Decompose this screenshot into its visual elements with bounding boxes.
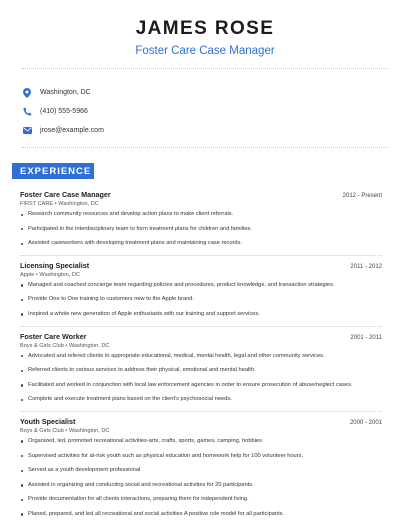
candidate-name: JAMES ROSE bbox=[135, 18, 275, 39]
bullet-item: Research community resources and develop action plans to make client referrals. bbox=[20, 211, 382, 218]
job-title: Licensing Specialist bbox=[20, 260, 90, 270]
job-dates: 2011 - 2012 bbox=[350, 263, 382, 270]
job-title-heading: Foster Care Case Manager bbox=[135, 45, 275, 57]
job-divider bbox=[20, 255, 382, 256]
experience-list bbox=[20, 190, 382, 526]
bullet-item: Assisted caseworkers with developing treatment plans and maintaining case records. bbox=[20, 240, 382, 247]
experience-section-heading: EXPERIENCE bbox=[12, 163, 94, 179]
job-title: Youth Specialist bbox=[20, 416, 76, 426]
location-pin-icon bbox=[22, 88, 32, 98]
job-entry bbox=[20, 261, 382, 318]
resume-header bbox=[0, 18, 410, 57]
bullet-item: Inspired a whole new generation of Apple enthusiasts with our training and support services. bbox=[20, 311, 382, 318]
separator-dot: • bbox=[65, 427, 68, 434]
contact-location bbox=[22, 83, 388, 102]
employer-location: Washington, DC bbox=[68, 427, 110, 434]
bullet-item: Participated in the interdisciplinary team to form treatment plans for children and families. bbox=[20, 226, 382, 233]
job-bullets bbox=[20, 211, 382, 247]
contact-info bbox=[22, 83, 388, 140]
employer-location: Washington, DC bbox=[68, 342, 110, 349]
job-bullets bbox=[20, 438, 382, 518]
job-employer bbox=[20, 343, 382, 349]
job-divider bbox=[20, 326, 382, 327]
separator-dot: • bbox=[65, 342, 68, 349]
job-dates: 2012 - Present bbox=[342, 193, 382, 199]
contact-divider bbox=[22, 147, 388, 148]
bullet-item: Organized, led, promoted recreational activities-arts, crafts, sports, games, camping, hobbies bbox=[20, 438, 382, 445]
bullet-item: Served as a youth development professional bbox=[20, 467, 382, 474]
phone-icon bbox=[22, 107, 32, 117]
email-icon bbox=[22, 126, 32, 136]
bullet-item: Assisted in organizing and conducting social and recreational activities for 20 participants. bbox=[20, 482, 382, 489]
job-entry bbox=[20, 332, 382, 404]
job-dates: 2001 - 2011 bbox=[350, 334, 382, 341]
bullet-item: Planed, prepared, and led all recreational and social activities A positive role model for all participants. bbox=[20, 511, 382, 518]
bullet-item: Supervised activities for at-risk youth such as physical education and homework help for 100 volunteer hours. bbox=[20, 453, 382, 460]
contact-email bbox=[22, 121, 388, 140]
employer-name: Boys & Girls Club bbox=[20, 342, 64, 349]
job-title: Foster Care Worker bbox=[20, 331, 87, 341]
job-entry bbox=[20, 190, 382, 247]
bullet-item: Provide One to One training to customers new to the Apple brand. bbox=[20, 296, 382, 303]
job-employer bbox=[20, 428, 382, 434]
job-entry bbox=[20, 417, 382, 518]
job-dates: 2000 - 2001 bbox=[349, 419, 382, 426]
job-divider bbox=[20, 411, 382, 412]
separator-dot: • bbox=[35, 271, 38, 278]
bullet-item: Managed and coached concierge team regarding policies and procedures, product knowledge, and transaction strategies. bbox=[20, 282, 382, 289]
job-bullets bbox=[20, 282, 382, 318]
header-divider bbox=[22, 68, 388, 69]
separator-dot: • bbox=[54, 201, 57, 207]
bullet-item: Complete and execute treatment plans based on the client's psychosocial needs. bbox=[20, 396, 382, 403]
location-text: Washington, DC bbox=[40, 89, 91, 96]
job-title: Foster Care Case Manager bbox=[20, 190, 111, 199]
employer-name: Boys & Girls Club bbox=[20, 427, 64, 434]
phone-text: (410) 555-5966 bbox=[40, 108, 88, 115]
employer-location: Washington, DC bbox=[58, 201, 99, 207]
bullet-item: Provide documentation for all clients interactions, preparing them for independent living. bbox=[20, 496, 382, 503]
job-bullets bbox=[20, 353, 382, 404]
bullet-item: Advocated and refered clients to appropriate educational, medical, mental health, legal and other community services. bbox=[20, 353, 382, 360]
email-text: jrose@example.com bbox=[40, 127, 104, 134]
job-employer bbox=[20, 201, 382, 207]
employer-name: FIRST CARE bbox=[20, 201, 54, 207]
contact-phone bbox=[22, 102, 388, 121]
job-employer bbox=[20, 272, 382, 278]
employer-location: Washington, DC bbox=[39, 271, 80, 278]
bullet-item: Referred clients to various services to address their physical, emotional and mental health. bbox=[20, 367, 382, 374]
bullet-item: Facilitated and worked in conjunction with local law enforcement agencies in order to ensure prosecution of abuse/neglect cases. bbox=[20, 382, 382, 389]
employer-name: Apple bbox=[20, 271, 35, 278]
